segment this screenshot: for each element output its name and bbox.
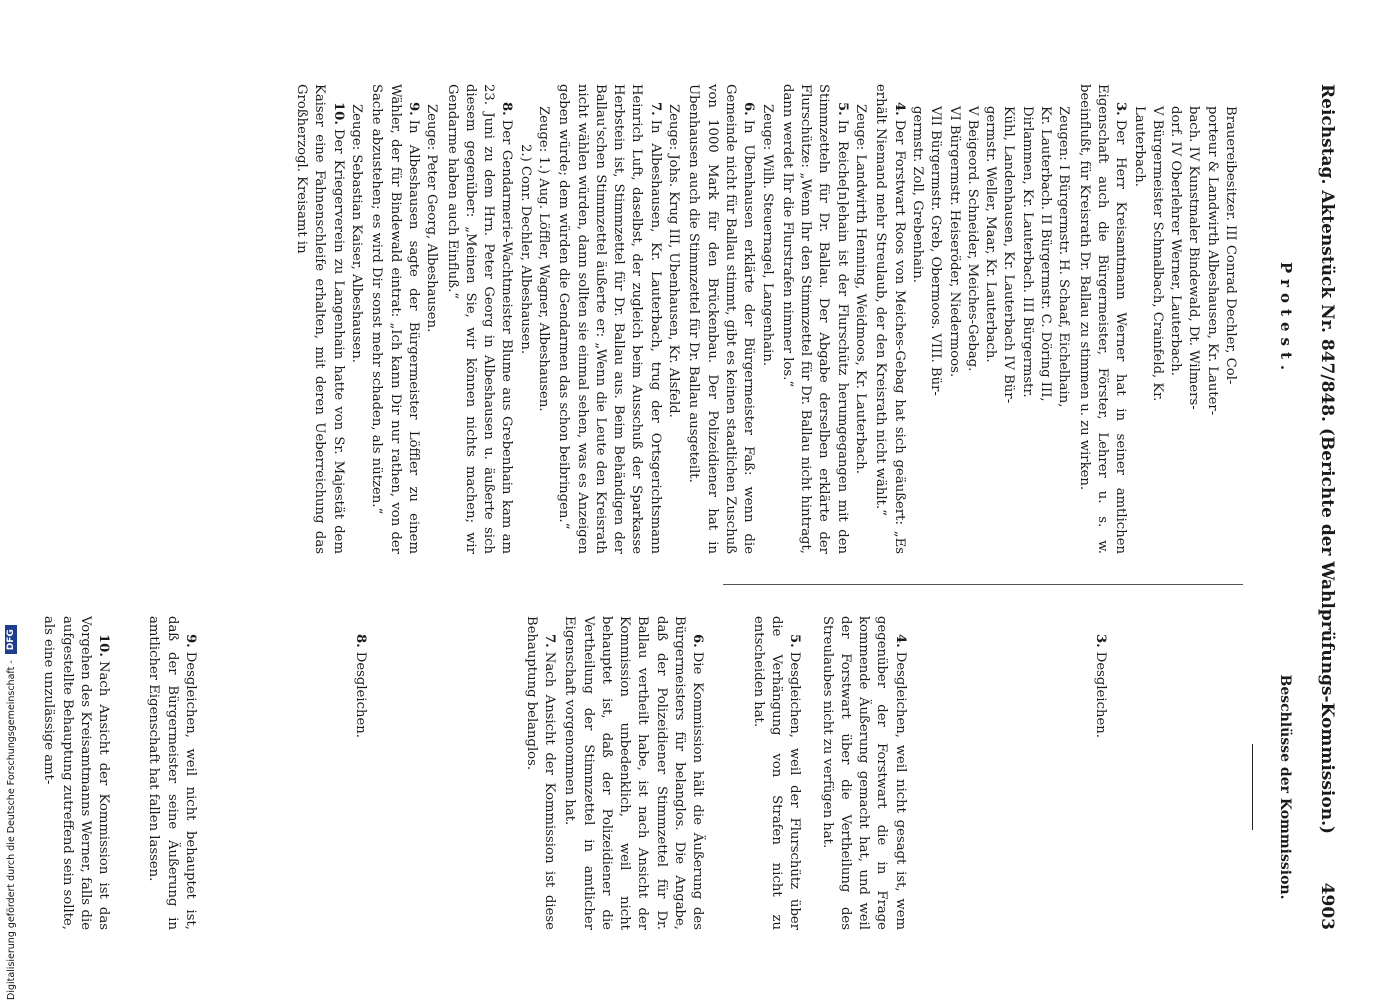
witness-line: Zeuge: 1.) Aug. Löffler, Wagner, Albeshausen. (536, 106, 552, 412)
page-number: 4903 (1317, 882, 1337, 930)
witness-line: germstr. Zoll, Grebenhain. (909, 106, 925, 283)
text-line: Lauterbach. (1131, 106, 1147, 187)
decision-item-4 (817, 616, 908, 930)
item-number: 10. (330, 102, 346, 125)
decisions-heading: Beschlüsse der Kommission. (1277, 674, 1293, 900)
item-number: 8. (353, 634, 369, 648)
decision-item-8 (351, 616, 369, 930)
witness-line: Kühl, Landenhausen, Kr. Lauterbach IV Bür- (1001, 106, 1017, 404)
item-number: 7. (541, 634, 557, 648)
witness-6: Zeuge: Johs. Krug III, Ubenhausen, Kr. Alsfeld. (666, 104, 682, 418)
witness-list-7 (515, 84, 552, 554)
item-text: Nach Ansicht der Kommission ist diese Behauptung belanglos. (523, 616, 557, 930)
spacer (803, 616, 815, 930)
decision-item-9 (144, 616, 199, 930)
witness-4: Zeuge: Landwirth Henning, Weidmoos, Kr. Lauterbach. (853, 104, 869, 474)
witness-list-3 (908, 84, 1073, 554)
text-line: porteur & Landwirth Albeshausen, Kr. Lauter- (1204, 106, 1220, 416)
item-number: 4. (892, 634, 908, 648)
witness-line: V Beigeord. Schneider, Meiches-Gebag. (964, 106, 980, 372)
witness-line: Kr. Lauterbach. II Bürgermstr. C. Döring III, (1038, 106, 1054, 402)
item-number: 5. (834, 102, 850, 116)
item-text: In Albeshausen, Kr. Lauterbach, trug der Ortsgerichtsmann Heinrich Luft, daselbst, der zugleich beim Ausschuß der Sparkasse Herbstein ist, Stimmzettel für Dr. Ballau aus. Beim Behändigen der Ballau'schen Stimmzettel äußerte er: „Wenn die Leute den Kreisrath nicht wählen würden, dann sollten sie einmal sehen, was es Anzeigen geben würde; dem würden die Gendarmen das schon beibringen.“ (556, 84, 663, 554)
decision-item-10 (39, 616, 112, 930)
item-number: 4. (891, 102, 907, 116)
witness-9: Zeuge: Sebastian Kaiser, Albeshausen. (349, 104, 365, 363)
running-title: Reichstag. Aktenstück Nr. 847/848. (Berichte der Wahlprüfungs-Kommission.) (1317, 84, 1337, 835)
item-number: 6. (741, 102, 757, 116)
item-number: 3. (1093, 634, 1108, 648)
protest-heading: Protest. (1277, 261, 1295, 377)
item-text: Desgleichen. (1093, 651, 1108, 738)
protest-column (290, 84, 1239, 554)
decision-item-7 (521, 616, 558, 930)
item-text: Desgleichen, weil nicht behauptet ist, daß der Bürgermeister seine Äußerung in amtlicher Eigenschaft hat fallen lassen. (146, 616, 199, 930)
intro-lines (1129, 84, 1239, 554)
witness-line: VII Bürgermstr. Greb, Obermoos. VIII. Bür- (928, 106, 944, 396)
protest-item-4 (871, 84, 908, 554)
spacer (369, 616, 519, 930)
decisions-column (37, 616, 1239, 930)
item-text: Die Kommission hält die Äußerung des Bürgermeisters für belanglos. Die Angabe, daß der Polizeidiener Stimmzettel für Dr. Ballau vertheilt habe, ist nach Ansicht der Kommission unbedenklich, weil nicht behauptet ist, daß der Polizeidiener die Vertheilung der Stimmzettel in amtlicher Eigenschaft vorgenommen hat. (562, 616, 706, 930)
witness-line: VI Bürgermstr. Heiseröder, Niedermoos. (946, 106, 962, 378)
item-text: Der Herr Kreisamtmann Werner hat in seiner amtlichen Eigenschaft auch die Bürgermeister, Förster, Lehrer u. s. w. beeinflußt, für Kreisrath Dr. Ballau zu stimmen u. zu wirken. (1076, 84, 1129, 554)
page-header (1309, 84, 1337, 930)
item-number: 3. (1113, 102, 1129, 116)
spacer (112, 616, 142, 930)
item-text: Desgleichen. (353, 651, 369, 738)
funding-text: Digitalisierung gefördert durch die Deutsche Forschungsgemeinschaft - (5, 660, 17, 1000)
text-line: Brauereibesitzer. III Conrad Dechler, Col- (1223, 106, 1238, 385)
decision-item-6 (560, 616, 706, 930)
spacer (1109, 616, 1239, 930)
item-text: Der Forstwart Roos von Meiches-Gebag hat sich geäußert: „Es erhält Niemand mehr Streulaub, der den Kreisrath nicht wählt.“ (873, 84, 907, 554)
column-headings (1239, 84, 1305, 930)
spacer (199, 616, 349, 930)
witness-8: Zeuge: Peter Georg, Albeshausen. (424, 104, 440, 333)
item-text: Desgleichen, weil nicht gesagt ist, wem gegenüber der Forstwart die in Frage kommende Äußerung gemacht hat, und weil der Forstwart über die Vertheilung des Streulaubes nicht zu verfügen hat. (819, 616, 908, 930)
document-page (10, 0, 1383, 1000)
heading-rule (1252, 744, 1253, 830)
item-number: 8. (499, 102, 515, 116)
protest-item-9 (367, 84, 422, 554)
funding-note (3, 0, 19, 1000)
protest-item-5 (778, 84, 851, 554)
text-line: bach. IV Kunstmaler Bindewald, Dt. Wilmers- (1186, 106, 1202, 410)
protest-item-8 (442, 84, 515, 554)
spacer (909, 616, 1089, 930)
protest-item-6 (684, 84, 757, 554)
item-number: 5. (787, 634, 803, 648)
item-text: In Reiche[n]ehain ist der Flurschütz herumgegangen mit den Stimmzetteln für Dr. Ballau. Der Abgabe derselben erklärte der Flurschütze: „Wenn Ihr den Stimmzettel für Dr. Ballau nicht hintragt, dann werdet Ihr die Flurstrafen nimmer los.“ (779, 84, 850, 554)
decision-item-3 (1091, 616, 1109, 930)
item-text: Nach Ansicht der Kommission ist das Vorgehen des Kreisamtmanns Werner, falls die aufgestellte Behauptung zutreffend sein sollte, als eine unzulässige amt- (41, 616, 112, 930)
witness-line: Zeugen: I Bürgermstr. H. Schaaf, Eichelhain, (1056, 106, 1072, 408)
protest-item-7 (554, 84, 664, 554)
witness-line: 2.) Conr. Dechler, Albeshausen. (517, 144, 533, 355)
item-number: 10. (96, 634, 112, 657)
decision-item-5 (748, 616, 803, 930)
witness-line: germstr. Weller, Maar, Kr. Lauterbach. (983, 106, 999, 363)
protest-item-3 (1074, 84, 1129, 554)
item-number: 9. (405, 102, 421, 116)
item-text: Desgleichen, weil der Flurschütz über die Verhängung von Strafen nicht zu entscheiden hat. (750, 616, 803, 930)
item-number: 9. (183, 634, 199, 648)
item-text: In Ubenhausen erklärte der Bürgermeister Faß: wenn die Gemeinde nicht für Ballau stimmt, gibt es keinen staatlichen Zuschuß von 1000 Mark für den Brückenbau. Der Polizeidiener hat in Ubenhausen auch die Stimmzettel für Dr. Ballau ausgeteilt. (686, 84, 757, 554)
witness-line: Dirlammen, Kr. Lauterbach. III Bürgermstr. (1019, 106, 1035, 398)
text-line: dorf. IV Oberlehrer Werner, Lauterbach. (1168, 106, 1184, 376)
item-text: Der Kriegerverein zu Langenhain hatte von Sr. Majestät dem Kaiser eine Fahnenschleife erhalten, mit deren Ueberreichung das Großherzogl. Kreisamt in (294, 84, 346, 554)
protest-item-10 (292, 84, 347, 554)
spacer (706, 616, 746, 930)
dfg-logo: DFG (5, 625, 17, 654)
column-separator (723, 584, 1243, 585)
item-text: In Albeshausen sagte der Bürgermeister Löffler zu einem Wähler, der für Bindewald eintrat: „Ich kann Dir nur rathen, von der Sache abzustehen; es wird Dir sonst mehr schaden, als nützen.“ (369, 84, 421, 554)
text-line: V Bürgermeister Schmalbach, Crainfeld, Kr. (1149, 106, 1165, 402)
item-text: Der Gendarmerie-Wachtmeister Blume aus Grebenhain kam am 23. Juni zu dem Hrn. Peter Georg in Albeshausen u. äußerte sich diesem gegenüber: „Meinen Sie, wir können nichts machen; wir Gendarme haben auch Einfluß.“ (444, 84, 515, 554)
witness-5: Zeuge: Wilh. Steuernagel, Langenhain. (759, 104, 775, 367)
item-number: 6. (690, 634, 706, 648)
item-number: 7. (647, 102, 663, 116)
